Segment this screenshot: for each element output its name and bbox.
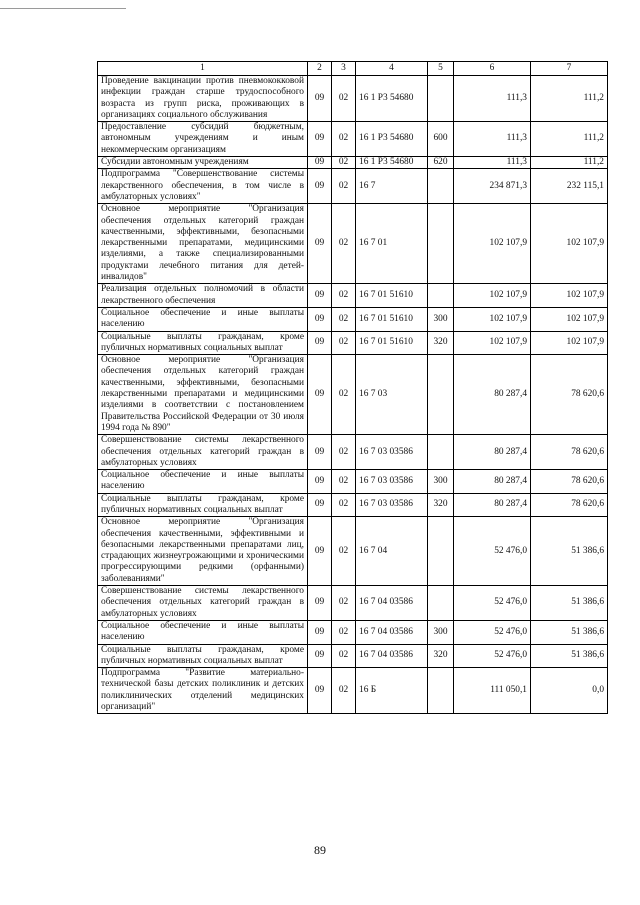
subsection-code-cell: 02 [332,157,356,169]
table-row [98,122,608,157]
section-code-cell: 09 [308,76,332,122]
subsection-code-cell: 02 [332,331,356,355]
expense-type-cell: 320 [428,493,454,517]
amount-year1-cell: 234 871,3 [454,169,531,204]
item-name-cell: Социальное обеспечение и иные выплаты населению [98,307,308,331]
section-code-cell: 09 [308,586,332,621]
target-article-cell: 16 7 03 03586 [356,493,428,517]
amount-year2-cell: 111,2 [531,122,608,157]
item-name-cell: Социальные выплаты гражданам, кроме публичных нормативных социальных выплат [98,331,308,355]
subsection-code-cell: 02 [332,517,356,586]
amount-year2-cell: 51 386,6 [531,586,608,621]
table-row [98,76,608,122]
section-code-cell: 09 [308,204,332,284]
item-name-cell: Основное мероприятие "Организация обеспечения качественными, эффективными и безопасными лекарственными препаратами лиц, страдающих жизнеугрожающими и хроническими прогрессирующими редкими (орфанными) заболеваниями" [98,517,308,586]
header-cell-1: 1 [98,62,308,76]
table-row [98,169,608,204]
amount-year1-cell: 111,3 [454,157,531,169]
section-code-cell: 09 [308,331,332,355]
subsection-code-cell: 02 [332,620,356,644]
target-article-cell: 16 7 01 51610 [356,331,428,355]
expense-type-cell [428,355,454,435]
amount-year2-cell: 78 620,6 [531,435,608,470]
section-code-cell: 09 [308,307,332,331]
subsection-code-cell: 02 [332,355,356,435]
target-article-cell: 16 7 01 51610 [356,307,428,331]
item-name-cell: Социальные выплаты гражданам, кроме публичных нормативных социальных выплат [98,493,308,517]
expense-type-cell: 600 [428,122,454,157]
target-article-cell: 16 7 03 [356,355,428,435]
item-name-cell: Предоставление субсидий бюджетным, автономным учреждениям и иным некоммерческим организациям [98,122,308,157]
target-article-cell: 16 7 [356,169,428,204]
subsection-code-cell: 02 [332,169,356,204]
target-article-cell: 16 7 01 51610 [356,284,428,308]
expense-type-cell [428,76,454,122]
target-article-cell: 16 1 Р3 54680 [356,157,428,169]
subsection-code-cell: 02 [332,76,356,122]
section-code-cell: 09 [308,644,332,668]
table-row [98,470,608,494]
amount-year1-cell: 52 476,0 [454,620,531,644]
amount-year1-cell: 111,3 [454,76,531,122]
header-cell-7: 7 [531,62,608,76]
item-name-cell: Реализация отдельных полномочий в области лекарственного обеспечения [98,284,308,308]
amount-year2-cell: 78 620,6 [531,355,608,435]
target-article-cell: 16 7 03 03586 [356,435,428,470]
section-code-cell: 09 [308,435,332,470]
amount-year1-cell: 102 107,9 [454,331,531,355]
target-article-cell: 16 7 01 [356,204,428,284]
table-row [98,435,608,470]
amount-year2-cell: 0,0 [531,668,608,714]
table-row [98,644,608,668]
target-article-cell: 16 7 04 03586 [356,586,428,621]
expense-type-cell: 300 [428,620,454,644]
top-rule [0,8,126,9]
subsection-code-cell: 02 [332,284,356,308]
table-row [98,157,608,169]
amount-year1-cell: 102 107,9 [454,307,531,331]
item-name-cell: Совершенствование системы лекарственного обеспечения отдельных категорий граждан в амбулаторных условиях [98,435,308,470]
expense-type-cell [428,204,454,284]
expense-type-cell [428,435,454,470]
target-article-cell: 16 1 Р3 54680 [356,76,428,122]
amount-year1-cell: 80 287,4 [454,355,531,435]
item-name-cell: Основное мероприятие "Организация обеспечения отдельных категорий граждан качественными, эффективными, безопасными лекарственными препаратами, медицинскими изделиями, а также специализированными продуктами лечебного питания для детей-инвалидов" [98,204,308,284]
item-name-cell: Подпрограмма "Развитие материально-технической базы детских поликлиник и детских поликлинических отделений медицинских организаций" [98,668,308,714]
subsection-code-cell: 02 [332,644,356,668]
amount-year1-cell: 111 050,1 [454,668,531,714]
expense-type-cell: 320 [428,644,454,668]
section-code-cell: 09 [308,122,332,157]
target-article-cell: 16 7 03 03586 [356,470,428,494]
amount-year1-cell: 52 476,0 [454,517,531,586]
amount-year1-cell: 102 107,9 [454,204,531,284]
item-name-cell: Социальное обеспечение и иные выплаты населению [98,470,308,494]
header-cell-6: 6 [454,62,531,76]
target-article-cell: 16 Б [356,668,428,714]
amount-year1-cell: 80 287,4 [454,493,531,517]
amount-year2-cell: 102 107,9 [531,284,608,308]
expense-type-cell: 300 [428,470,454,494]
expense-type-cell: 620 [428,157,454,169]
amount-year2-cell: 232 115,1 [531,169,608,204]
item-name-cell: Подпрограмма "Совершенствование системы лекарственного обеспечения, в том числе в амбулаторных условиях" [98,169,308,204]
subsection-code-cell: 02 [332,470,356,494]
target-article-cell: 16 7 04 03586 [356,644,428,668]
item-name-cell: Проведение вакцинации против пневмококковой инфекции граждан старше трудоспособного возраста из групп риска, проживающих в организациях социального обслуживания [98,76,308,122]
target-article-cell: 16 7 04 [356,517,428,586]
item-name-cell: Совершенствование системы лекарственного обеспечения отдельных категорий граждан в амбулаторных условиях [98,586,308,621]
amount-year2-cell: 102 107,9 [531,307,608,331]
table-row [98,668,608,714]
amount-year1-cell: 102 107,9 [454,284,531,308]
item-name-cell: Социальные выплаты гражданам, кроме публичных нормативных социальных выплат [98,644,308,668]
amount-year2-cell: 51 386,6 [531,517,608,586]
item-name-cell: Социальное обеспечение и иные выплаты населению [98,620,308,644]
subsection-code-cell: 02 [332,435,356,470]
amount-year1-cell: 111,3 [454,122,531,157]
expense-type-cell [428,284,454,308]
amount-year2-cell: 78 620,6 [531,493,608,517]
expense-type-cell: 320 [428,331,454,355]
amount-year1-cell: 80 287,4 [454,435,531,470]
amount-year2-cell: 78 620,6 [531,470,608,494]
subsection-code-cell: 02 [332,122,356,157]
subsection-code-cell: 02 [332,493,356,517]
subsection-code-cell: 02 [332,204,356,284]
subsection-code-cell: 02 [332,668,356,714]
header-cell-4: 4 [356,62,428,76]
table-row [98,620,608,644]
budget-table [97,61,608,714]
section-code-cell: 09 [308,284,332,308]
section-code-cell: 09 [308,620,332,644]
amount-year2-cell: 102 107,9 [531,331,608,355]
amount-year1-cell: 80 287,4 [454,470,531,494]
amount-year2-cell: 102 107,9 [531,204,608,284]
budget-table-body [98,62,608,714]
expense-type-cell [428,586,454,621]
table-row [98,284,608,308]
table-row [98,355,608,435]
target-article-cell: 16 1 Р3 54680 [356,122,428,157]
section-code-cell: 09 [308,517,332,586]
table-row [98,331,608,355]
section-code-cell: 09 [308,470,332,494]
amount-year2-cell: 111,2 [531,157,608,169]
table-row [98,204,608,284]
section-code-cell: 09 [308,169,332,204]
expense-type-cell [428,169,454,204]
table-row [98,517,608,586]
section-code-cell: 09 [308,355,332,435]
page-number: 89 [314,843,326,857]
expense-type-cell [428,668,454,714]
section-code-cell: 09 [308,493,332,517]
expense-type-cell: 300 [428,307,454,331]
table-row [98,493,608,517]
target-article-cell: 16 7 04 03586 [356,620,428,644]
amount-year2-cell: 51 386,6 [531,644,608,668]
table-row [98,307,608,331]
expense-type-cell [428,517,454,586]
item-name-cell: Субсидии автономным учреждениям [98,157,308,169]
amount-year2-cell: 111,2 [531,76,608,122]
header-cell-5: 5 [428,62,454,76]
header-row [98,62,608,76]
header-cell-3: 3 [332,62,356,76]
table-row [98,586,608,621]
amount-year1-cell: 52 476,0 [454,586,531,621]
section-code-cell: 09 [308,157,332,169]
item-name-cell: Основное мероприятие "Организация обеспечения отдельных категорий граждан качественными, эффективными, безопасными лекарственными препаратами и медицинскими изделиями в соответствии с постановлением Правительства Российской Федерации от 30 июля 1994 года № 890" [98,355,308,435]
subsection-code-cell: 02 [332,586,356,621]
amount-year2-cell: 51 386,6 [531,620,608,644]
subsection-code-cell: 02 [332,307,356,331]
section-code-cell: 09 [308,668,332,714]
header-cell-2: 2 [308,62,332,76]
amount-year1-cell: 52 476,0 [454,644,531,668]
